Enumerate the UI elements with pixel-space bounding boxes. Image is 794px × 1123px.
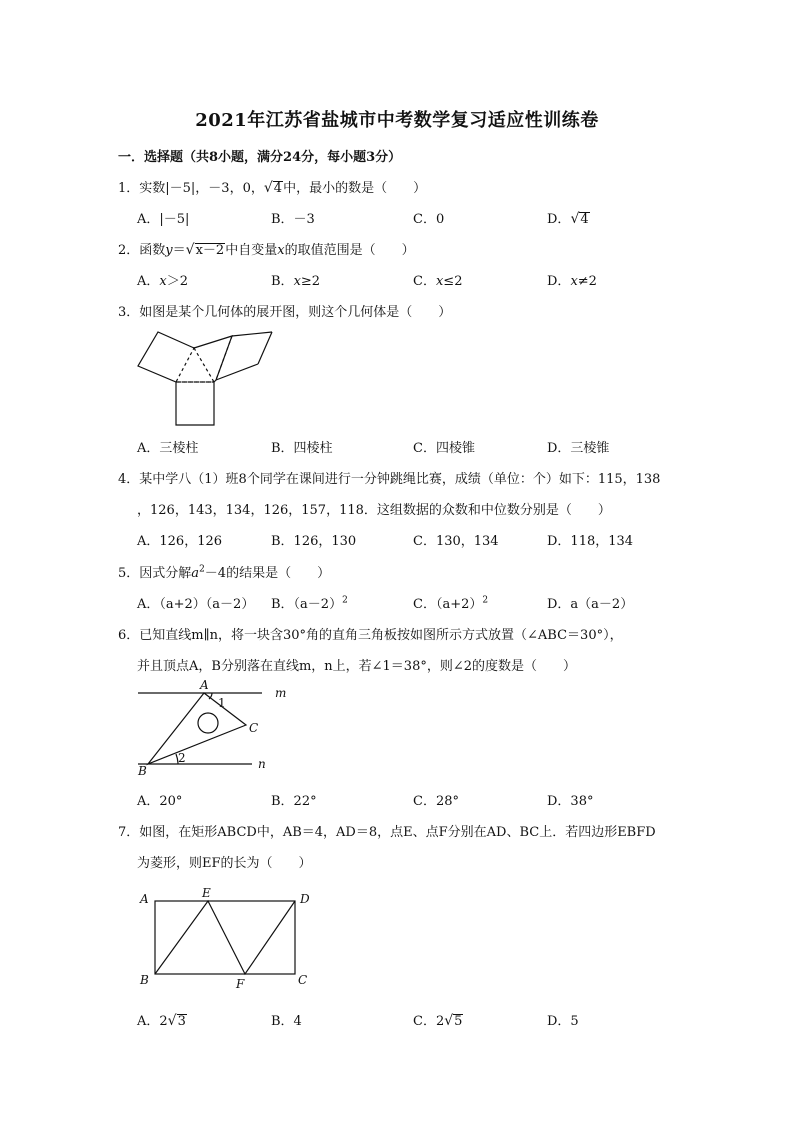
- option-b[interactable]: B．x≥2: [271, 274, 321, 289]
- label-b: B: [140, 973, 149, 987]
- option-b[interactable]: B．四棱柱: [271, 441, 333, 456]
- options-3: [137, 437, 697, 457]
- question-number: 3．: [118, 305, 140, 320]
- question-4-continued: ，126，143，134，126，157，118．这组数据的众数和中位数分别是（ ）: [137, 503, 611, 518]
- option-a[interactable]: A．三棱柱: [137, 441, 199, 456]
- option-d[interactable]: D．三棱锥: [547, 441, 610, 456]
- question-number: 7．: [118, 825, 140, 840]
- label-e: E: [202, 886, 211, 900]
- option-b[interactable]: B．126，130: [271, 534, 357, 549]
- question-text: 如图，在矩形ABCD中，AB＝4，AD＝8，点E、点F分别在AD、BC上．若四边形EBFD: [139, 825, 656, 840]
- sqrt-symbol: √: [570, 211, 580, 227]
- option-a[interactable]: A．|－5|: [137, 212, 190, 227]
- option-d[interactable]: D．118，134: [547, 534, 634, 549]
- option-c[interactable]: C．130，134: [413, 534, 499, 549]
- question-number: 2．: [118, 243, 140, 258]
- question-text: 函数: [139, 243, 166, 258]
- option-c[interactable]: C．$(a+2)^2$: [413, 595, 489, 612]
- label-a: A: [200, 678, 209, 692]
- option-d[interactable]: D．38°: [547, 794, 594, 809]
- question-text: 因式分解: [139, 566, 192, 581]
- option-a[interactable]: A．126，126: [137, 534, 223, 549]
- option-d[interactable]: D．a（a－2）: [547, 597, 634, 612]
- question-5: [118, 562, 330, 581]
- label-n: n: [258, 757, 266, 771]
- options-2: [137, 270, 697, 290]
- options-7: [137, 1010, 697, 1030]
- options-1: [137, 208, 697, 228]
- sqrt-symbol: √: [167, 1013, 177, 1029]
- label-f: F: [236, 977, 245, 991]
- triangle-figure: [134, 676, 304, 780]
- options-6: [137, 790, 697, 810]
- option-d[interactable]: D．5: [547, 1014, 579, 1029]
- label-one: 1: [218, 696, 226, 710]
- sqrt-symbol: √: [185, 242, 195, 258]
- question-text: 某中学八（1）班8个同学在课间进行一分钟跳绳比赛，成绩（单位：个）如下：115，138: [139, 472, 661, 487]
- radicand: 4: [580, 212, 589, 227]
- label-two: 2: [178, 751, 186, 765]
- question-1: [118, 177, 426, 196]
- question-4: [118, 468, 660, 487]
- option-c[interactable]: C．28°: [413, 794, 459, 809]
- net-figure: [136, 324, 276, 428]
- label-a: A: [140, 892, 149, 906]
- label-b: B: [138, 764, 147, 778]
- question-3: [118, 301, 451, 320]
- variable: y: [165, 243, 173, 258]
- question-6-continued: 并且顶点A，B分别落在直线m，n上，若∠1＝38°，则∠2的度数是（ ）: [137, 659, 577, 674]
- option-a[interactable]: A．20°: [137, 794, 183, 809]
- question-number: 4．: [118, 472, 140, 487]
- question-number: 1．: [118, 181, 140, 196]
- question-text: 实数|－5|，－3，0，: [139, 181, 264, 196]
- question-text: 已知直线m∥n，将一块含30°角的直角三角板按如图所示方式放置（∠ABC＝30°），: [139, 628, 623, 643]
- rectangle-figure: [136, 884, 316, 994]
- option-b[interactable]: B．$(a-2)^2$: [271, 595, 348, 612]
- question-text: ＝: [172, 243, 186, 258]
- sqrt-symbol: √: [263, 180, 273, 196]
- option-c[interactable]: C．x≤2: [413, 274, 463, 289]
- label-m: m: [275, 686, 287, 700]
- option-d[interactable]: D．√4: [547, 211, 589, 227]
- option-c[interactable]: C．2√5: [413, 1013, 463, 1029]
- question-7-continued: 为菱形，则EF的长为（ ）: [137, 856, 312, 871]
- sqrt-symbol: √: [444, 1013, 454, 1029]
- label-c: C: [298, 973, 308, 987]
- question-6: [118, 624, 623, 643]
- options-4: [137, 530, 697, 550]
- option-c[interactable]: C．0: [413, 212, 445, 227]
- question-number: 6．: [118, 628, 140, 643]
- variable: x: [277, 243, 285, 258]
- option-d[interactable]: D．x≠2: [547, 274, 597, 289]
- question-text: 如图是某个几何体的展开图，则这个几何体是（ ）: [139, 305, 452, 320]
- radicand: x－2: [195, 243, 225, 258]
- question-text: 的取值范围是（ ）: [284, 243, 415, 258]
- radicand: 5: [454, 1014, 463, 1029]
- option-a[interactable]: A．x＞2: [137, 274, 189, 289]
- option-b[interactable]: B．22°: [271, 794, 317, 809]
- exponent: 2: [342, 595, 348, 606]
- question-text: －4的结果是（ ）: [204, 566, 331, 581]
- question-7: [118, 821, 656, 840]
- question-2: [118, 239, 415, 258]
- option-a[interactable]: A．（a+2）（a－2）: [137, 597, 255, 612]
- question-number: 5．: [118, 566, 140, 581]
- question-text: 中，最小的数是（ ）: [283, 181, 427, 196]
- options-5: [137, 593, 697, 613]
- exponent: 2: [199, 564, 205, 575]
- page-title: 2021年江苏省盐城市中考数学复习适应性训练卷: [195, 110, 599, 131]
- option-c[interactable]: C．四棱锥: [413, 441, 475, 456]
- radicand: 4: [273, 181, 283, 196]
- option-a[interactable]: A．2√3: [137, 1013, 186, 1029]
- exponent: 2: [482, 595, 489, 606]
- label-c: C: [249, 721, 259, 735]
- section-heading: 一．选择题（共8小题，满分24分，每小题3分）: [118, 150, 402, 165]
- variable: a: [191, 566, 200, 581]
- option-b[interactable]: B．－3: [271, 212, 315, 227]
- question-text: 中自变量: [225, 243, 278, 258]
- option-b[interactable]: B．4: [271, 1014, 302, 1029]
- radicand: 3: [177, 1014, 186, 1029]
- label-d: D: [300, 892, 310, 906]
